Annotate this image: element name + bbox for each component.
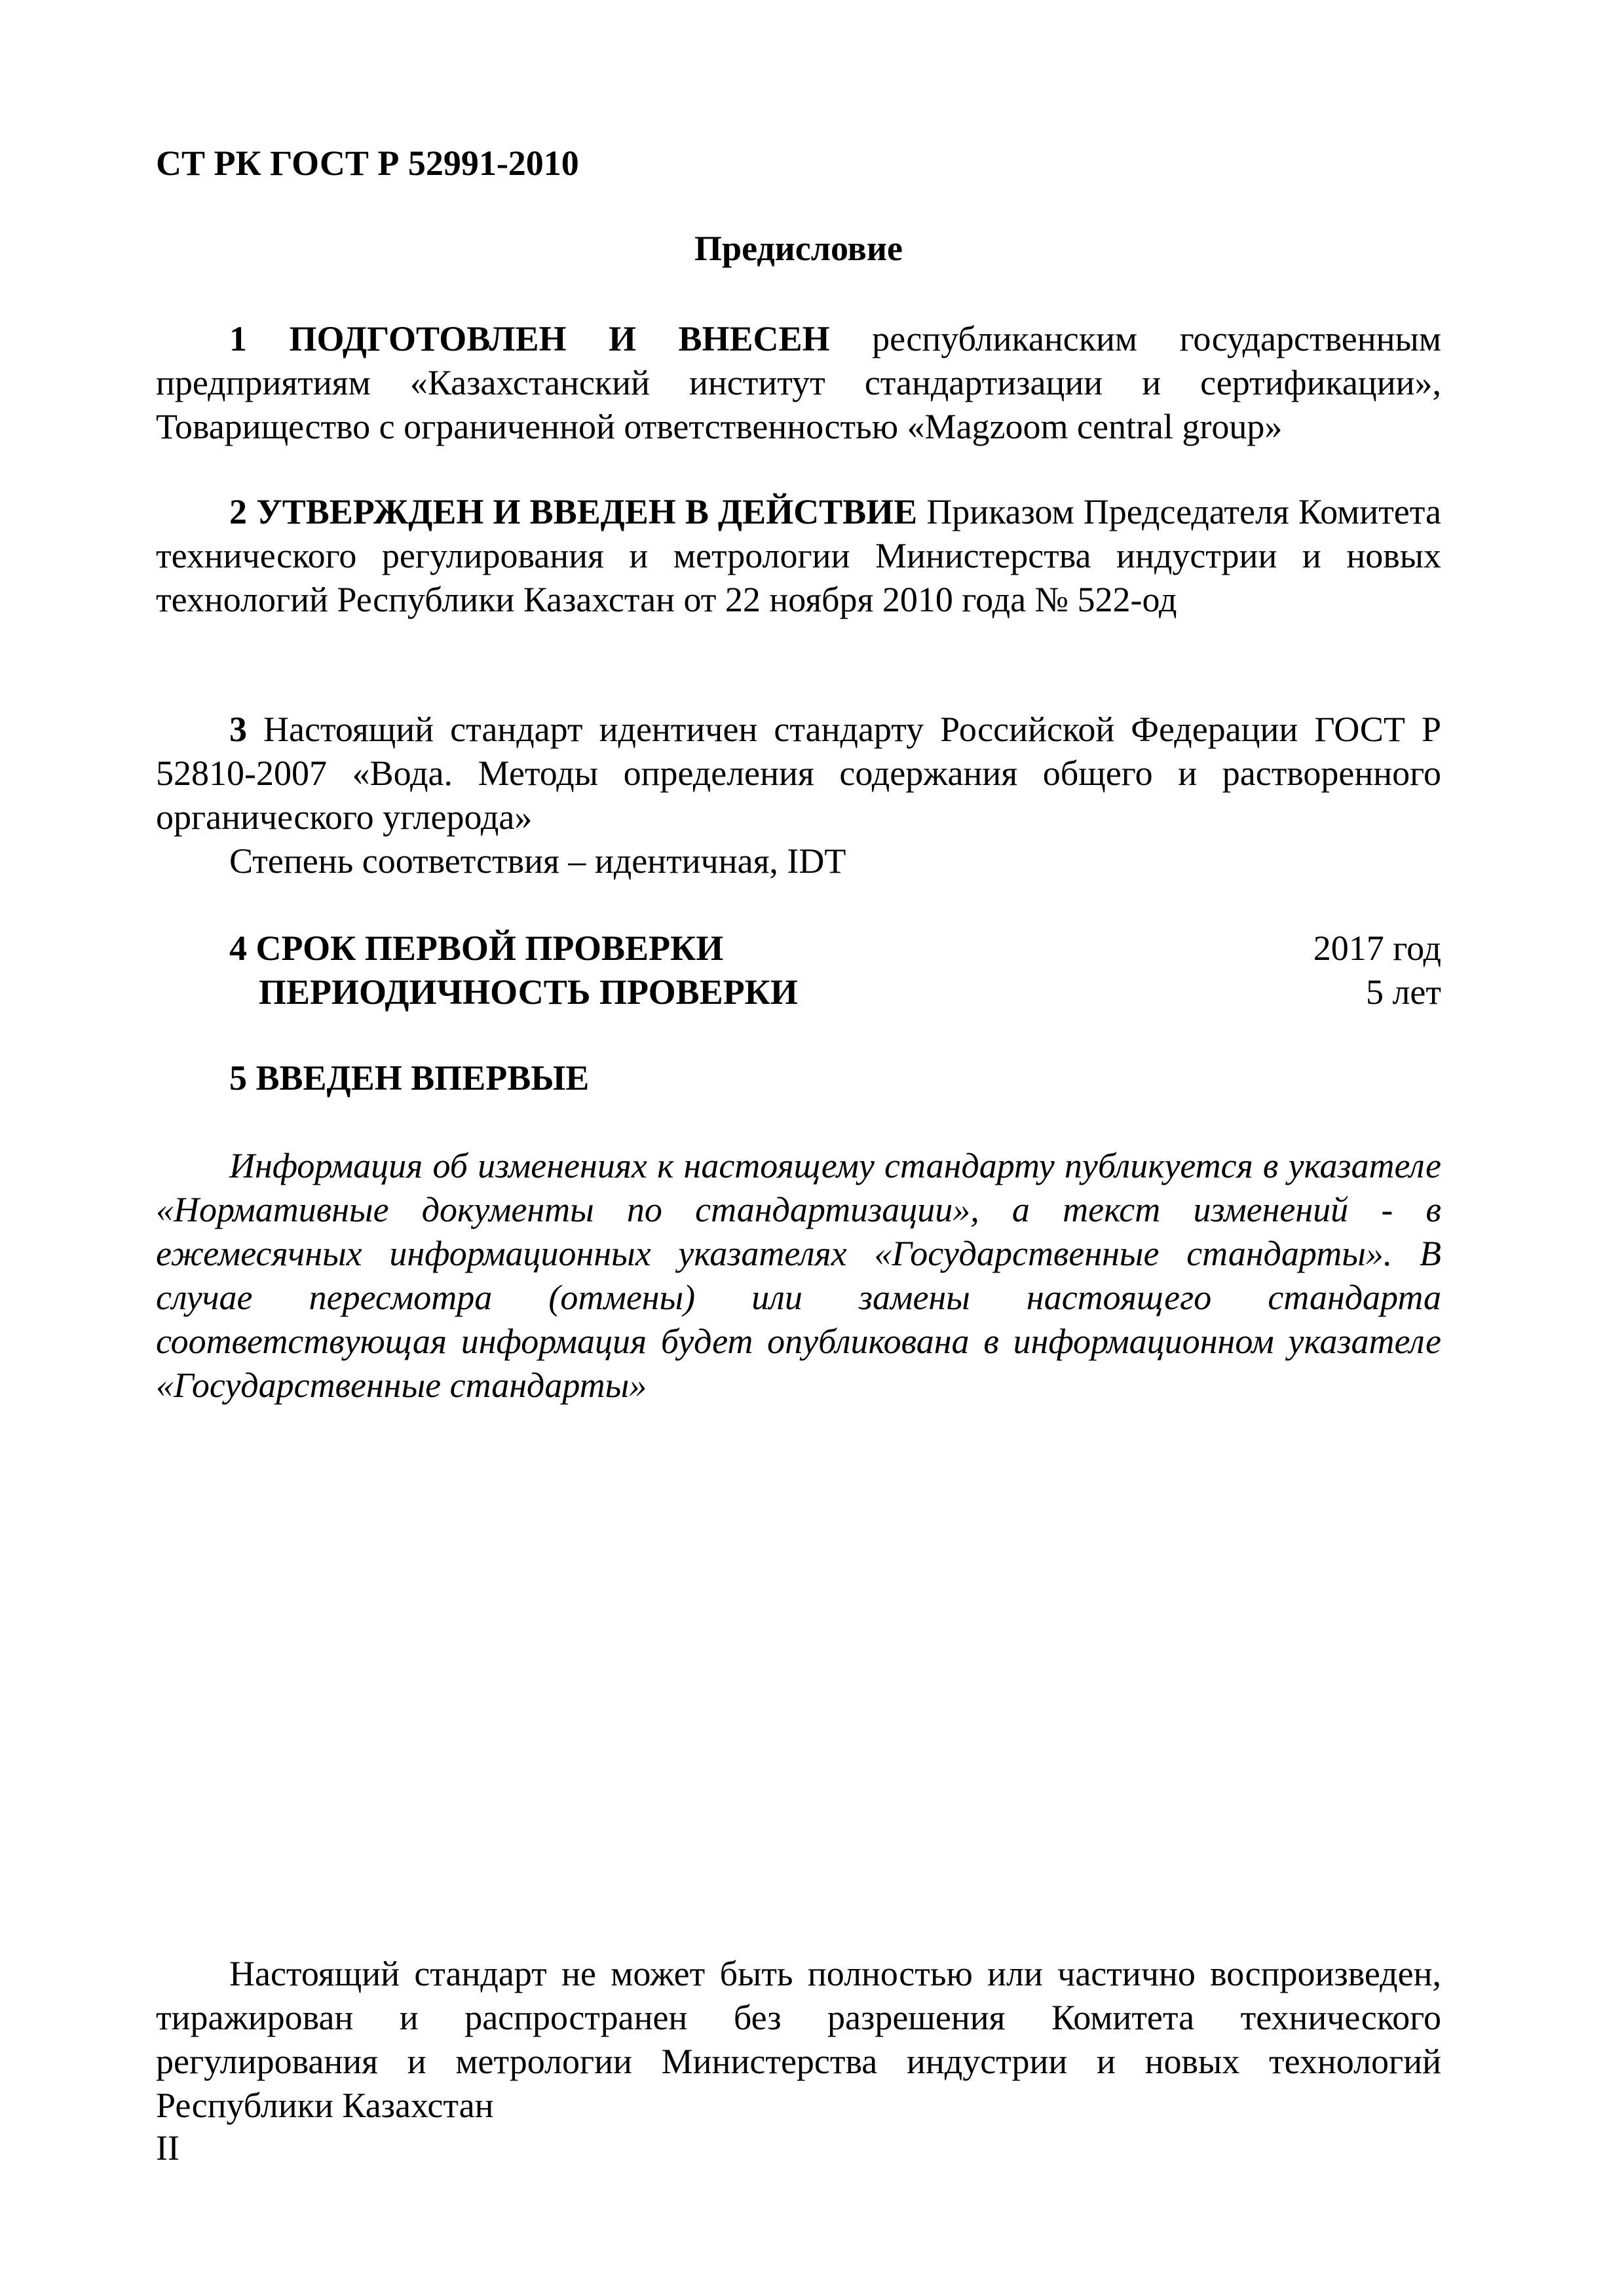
info-note: Информация об изменениях к настоящему стандарту публикуется в указателе «Нормативные документы по стандартизации», а текст изменений - в ежемесячных информационных указателях «Государственные стандарты». В случае пересмотра (отмены) или замены настоящего стандарта соответствующая информация будет опубликована в информационном указателе «Государственные стандарты» bbox=[156, 1146, 1441, 1405]
period-value: 5 лет bbox=[1365, 972, 1441, 1012]
page-number: II bbox=[156, 2128, 179, 2168]
section-3 bbox=[156, 708, 1441, 839]
section-3-degree: Степень соответствия – идентичная, IDT bbox=[229, 841, 846, 881]
copyright-notice: Настоящий стандарт не может быть полностью или частично воспроизведен, тиражирован и распространен без разрешения Комитета технического регулирования и метрологии Министерства индустрии и новых технологий Республики Казахстан bbox=[156, 1954, 1441, 2125]
section-2 bbox=[156, 490, 1441, 622]
section-3-lead: 3 bbox=[229, 710, 247, 749]
section-1-text: республиканским государственным предприятиям «Казахстанский институт стандартизации и сертификации», Товарищество с ограниченной ответственностью «Magzoom central group» bbox=[156, 319, 1441, 446]
section-2-text: Приказом Председателя Комитета технического регулирования и метрологии Министерства индустрии и новых технологий Республики Казахстан от 22 ноября 2010 года № 522-од bbox=[156, 492, 1441, 619]
first-check-value: 2017 год bbox=[1313, 928, 1441, 968]
section-1 bbox=[156, 317, 1441, 449]
section-3-text: Настоящий стандарт идентичен стандарту Российской Федерации ГОСТ Р 52810-2007 «Вода. Методы определения содержания общего и растворенного органического углерода» bbox=[156, 710, 1441, 837]
section-1-lead: 1 ПОДГОТОВЛЕН И ВНЕСЕН bbox=[229, 319, 830, 358]
section-2-lead: 2 УТВЕРЖДЕН И ВВЕДЕН В ДЕЙСТВИЕ bbox=[229, 492, 918, 531]
section-5-lead: 5 ВВЕДЕН ВПЕРВЫЕ bbox=[229, 1058, 590, 1098]
period-label: ПЕРИОДИЧНОСТЬ ПРОВЕРКИ bbox=[259, 972, 798, 1012]
standard-code: СТ РК ГОСТ Р 52991-2010 bbox=[156, 144, 579, 183]
section-title: Предисловие bbox=[694, 229, 903, 268]
first-check-label: 4 СРОК ПЕРВОЙ ПРОВЕРКИ bbox=[229, 928, 724, 968]
